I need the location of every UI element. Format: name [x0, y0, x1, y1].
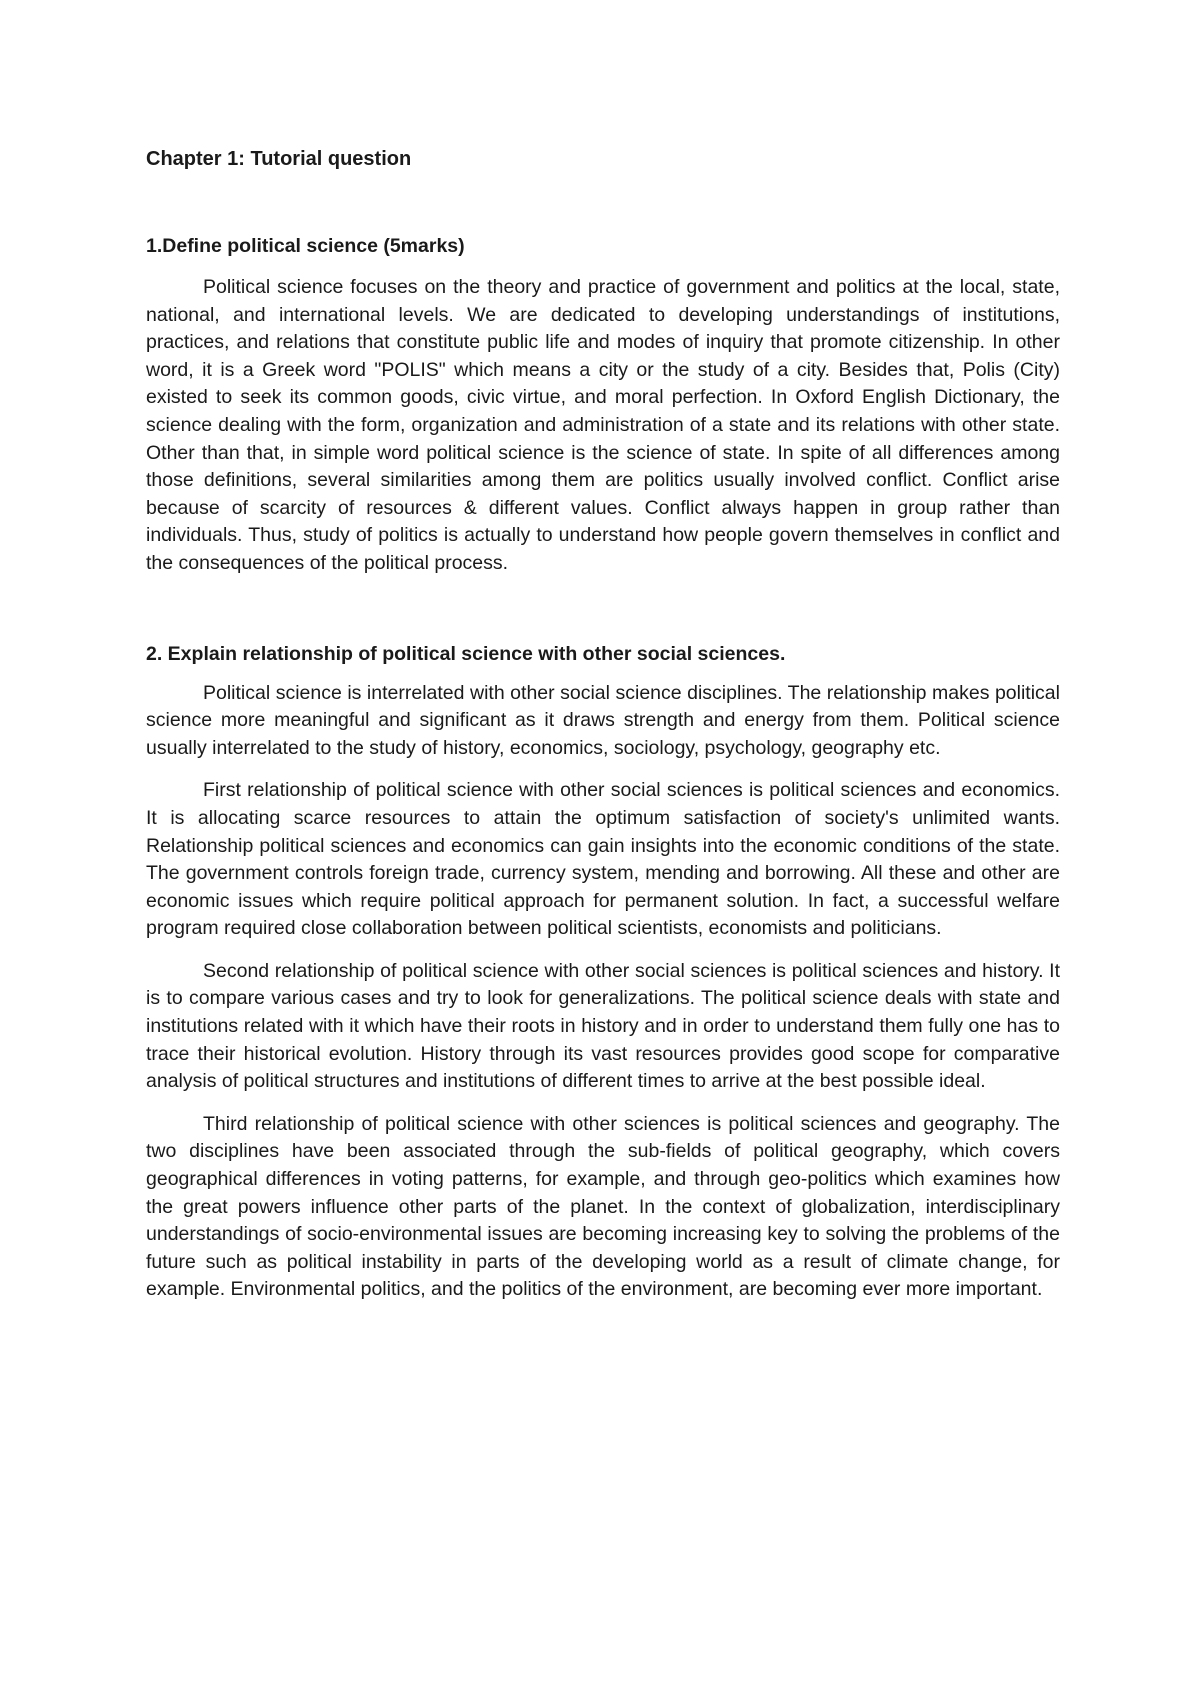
question-1-answer-paragraph: Political science focuses on the theory and practice of government and politics at the local, state, national, and international levels. We are dedicated to developing understandings of institutions, practices, and relations that constitute public life and modes of inquiry that promote citizenship. In other word, it is a Greek word "POLIS" which means a city or the study of a city. Besides that, Polis (City) existed to seek its common goods, civic virtue, and moral perfection. In Oxford English Dictionary, the science dealing with the form, organization and administration of a state and its relations with other state. Other than that, in simple word political science is the science of state. In spite of all differences among those definitions, several similarities among them are politics usually involved conflict. Conflict arise because of scarcity of resources & different values. Conflict always happen in group rather than individuals. Thus, study of politics is actually to understand how people govern themselves in conflict and the consequences of the political process. [146, 276, 1060, 574]
document-body [146, 147, 1060, 1304]
question-2-geography-paragraph: Third relationship of political science with other sciences is political sciences and geography. The two disciplines have been associated through the sub-fields of political geography, which covers geographical differences in voting patterns, for example, and through geo-politics which examines how the great powers influence other parts of the planet. In the context of globalization, interdisciplinary understandings of socio-environmental issues are becoming increasing key to solving the problems of the future such as political instability in parts of the developing world as a result of climate change, for example. Environmental politics, and the politics of the environment, are becoming ever more important. [146, 1112, 1060, 1301]
question-2-heading: 2. Explain relationship of political science with other social sciences. [146, 642, 786, 665]
question-2-intro-paragraph: Political science is interrelated with other social science disciplines. The relationship makes political science more meaningful and significant as it draws strength and energy from them. Political science usually interrelated to the study of history, economics, sociology, psychology, geography etc. [146, 681, 1060, 759]
question-2-history-paragraph: Second relationship of political science with other social sciences is political sciences and history. It is to compare various cases and try to look for generalizations. The political science deals with state and institutions related with it which have their roots in history and in order to understand them fully one has to trace their historical evolution. History through its vast resources provides good scope for comparative analysis of political structures and institutions of different times to arrive at the best possible ideal. [146, 959, 1060, 1093]
question-1-heading: 1.Define political science (5marks) [146, 235, 465, 257]
question-2-economics-paragraph: First relationship of political science with other social sciences is political sciences and economics. It is allocating scarce resources to attain the optimum satisfaction of society's unlimited wants. Relationship political sciences and economics can gain insights into the economic conditions of the state. The government controls foreign trade, currency system, mending and borrowing. All these and other are economic issues which require political approach for permanent solution. In fact, a successful welfare program required close collaboration between political scientists, economists and politicians. [146, 779, 1060, 940]
chapter-title: Chapter 1: Tutorial question [146, 148, 412, 170]
